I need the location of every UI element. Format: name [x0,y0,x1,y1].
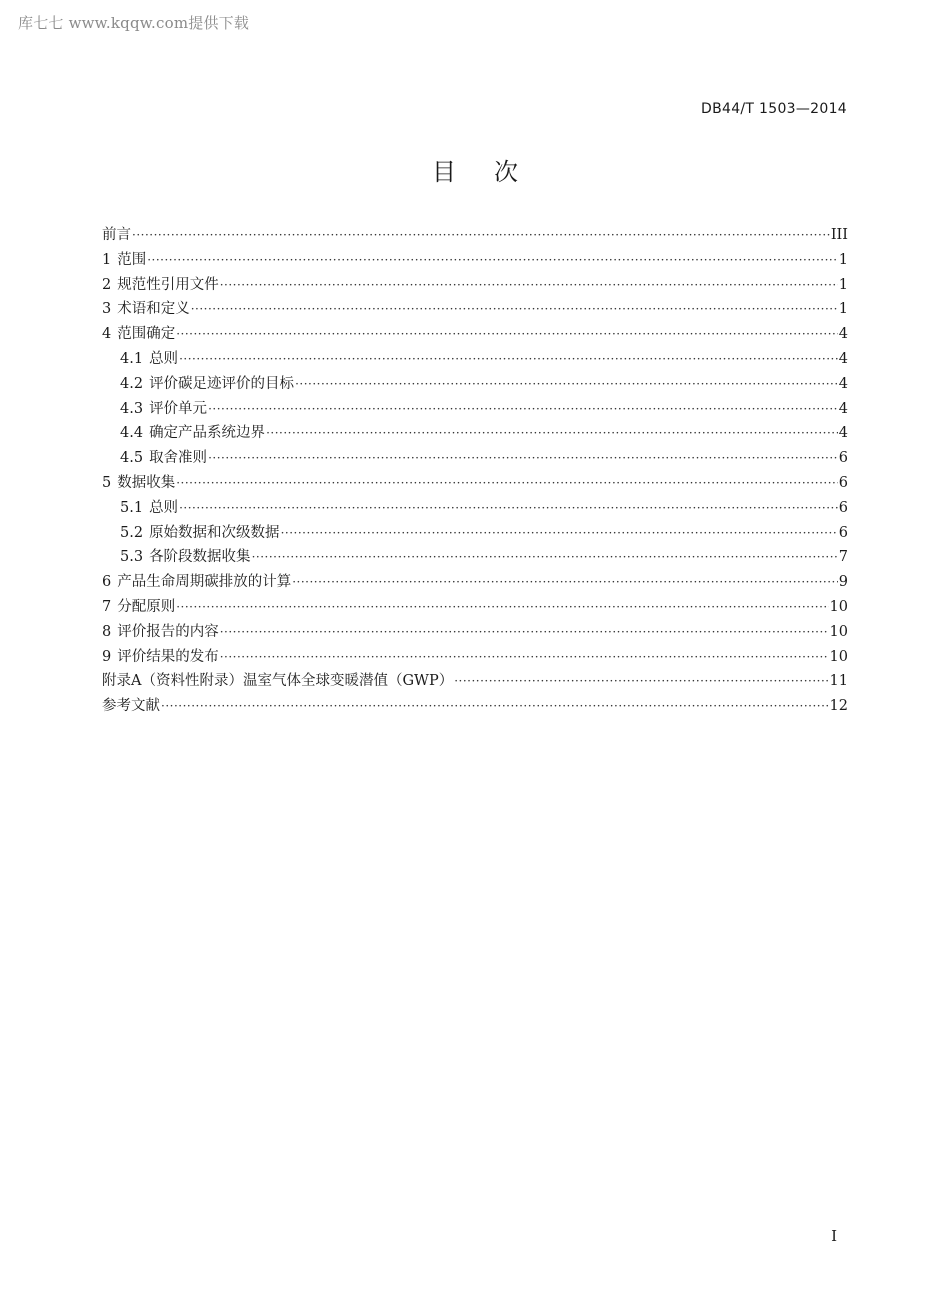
toc-entry-page: 10 [829,623,848,640]
toc-entry-page: 1 [838,251,848,268]
toc-entry-page: 1 [838,301,848,318]
toc-entry-page: III [830,227,848,243]
toc-entry-text: 原始数据和次级数据 [149,524,280,541]
toc-entry-label [120,421,265,446]
toc-entry[interactable] [102,645,848,670]
toc-entry-label [120,446,207,471]
toc-entry[interactable] [102,471,848,496]
toc-entry-text: 分配原则 [117,598,176,615]
toc-entry[interactable] [102,248,848,273]
toc-entry[interactable] [102,421,848,446]
toc-entry[interactable] [102,620,848,645]
toc-entry-page: 6 [838,450,848,467]
toc-dot-leader [132,223,830,248]
toc-dot-leader [281,521,838,546]
toc-entry-page: 6 [838,524,848,541]
toc-entry-page: 6 [838,499,848,516]
toc-entry-label [102,273,219,298]
toc-entry-number: 7 [102,598,112,615]
toc-entry-text: 数据收集 [117,474,176,491]
toc-entry-text: 术语和定义 [117,301,190,318]
toc-entry-number: 4.5 [120,450,144,467]
page-number: I [831,1227,837,1245]
toc-entry-number: 3 [102,301,112,318]
toc-entry-label [120,545,251,570]
toc-dot-leader [179,347,838,372]
toc-entry-number: 4.4 [120,425,144,442]
toc-entry-text: 评价单元 [149,400,208,417]
toc-entry-page: 9 [838,574,848,591]
toc-entry-page: 4 [838,400,848,417]
toc-entry-label [102,645,219,670]
toc-entry[interactable] [102,372,848,397]
toc-title: 目次 [432,158,556,186]
toc-dot-leader [266,421,838,446]
toc-entry-label [102,620,219,645]
toc-entry-label [102,322,175,347]
toc-entry-page: 4 [838,375,848,392]
toc-entry-page: 10 [829,598,848,615]
toc-entry-text: 取舍准则 [149,450,208,467]
toc-entry-label [102,669,453,694]
toc-entry-text: 附录A（资料性附录）温室气体全球变暖潜值（GWP） [102,673,454,690]
toc-entry-label [120,397,207,422]
toc-dot-leader [176,595,828,620]
toc-entry[interactable] [102,570,848,595]
toc-entry[interactable] [102,273,848,298]
toc-entry[interactable] [102,322,848,347]
toc-entry-number: 5 [102,474,112,491]
toc-entry-text: 规范性引用文件 [117,276,219,293]
toc-entry-number: 5.2 [120,524,144,541]
toc-entry-label [102,297,190,322]
watermark-text: 库七七 www.kqqw.com提供下载 [18,14,250,32]
toc-entry[interactable] [102,521,848,546]
toc-entry[interactable] [102,347,848,372]
toc-entry-text: 范围确定 [117,326,176,343]
toc-entry-label [120,347,178,372]
toc-entry-page: 11 [829,673,848,690]
toc-dot-leader [292,570,838,595]
toc-dot-leader [295,372,838,397]
toc-entry-text: 参考文献 [102,698,160,715]
toc-dot-leader [191,297,838,322]
toc-entry-text: 产品生命周期碳排放的计算 [117,574,292,591]
toc-entry-text: 总则 [149,499,179,516]
table-of-contents [102,223,848,719]
toc-entry-number: 5.1 [120,499,144,516]
toc-entry-number: 4 [102,326,112,343]
toc-entry[interactable] [102,545,848,570]
toc-dot-leader [220,645,829,670]
toc-entry-page: 4 [838,350,848,367]
toc-entry-label [102,570,291,595]
toc-entry[interactable] [102,297,848,322]
toc-entry-number: 8 [102,623,112,640]
toc-entry-number: 9 [102,648,112,665]
toc-entry-page: 4 [838,326,848,343]
toc-entry-text: 范围 [117,251,147,268]
toc-entry-number: 4.1 [120,350,144,367]
toc-dot-leader [454,669,828,694]
toc-entry-label [102,223,131,248]
toc-dot-leader [161,694,829,719]
toc-entry-text: 前言 [102,227,131,243]
toc-entry-label [102,248,146,273]
toc-entry-text: 评价结果的发布 [117,648,219,665]
toc-entry[interactable] [102,694,848,719]
toc-entry-text: 总则 [149,350,179,367]
toc-entry[interactable] [102,669,848,694]
toc-entry-page: 10 [829,648,848,665]
document-number: DB44/T 1503—2014 [701,101,847,117]
toc-dot-leader [220,273,838,298]
toc-entry-text: 评价碳足迹评价的目标 [149,375,295,392]
toc-entry-page: 4 [838,425,848,442]
toc-entry[interactable] [102,595,848,620]
toc-entry-number: 6 [102,574,112,591]
toc-dot-leader [179,496,838,521]
toc-dot-leader [208,446,838,471]
toc-entry-label [102,595,175,620]
toc-entry[interactable] [102,496,848,521]
toc-entry-label [120,521,280,546]
toc-entry-text: 各阶段数据收集 [149,549,251,566]
toc-dot-leader [220,620,829,645]
toc-entry-number: 5.3 [120,549,144,566]
toc-dot-leader [176,322,838,347]
toc-entry-number: 2 [102,276,112,293]
toc-dot-leader [176,471,838,496]
toc-entry-text: 确定产品系统边界 [149,425,266,442]
toc-entry-number: 4.3 [120,400,144,417]
toc-entry[interactable] [102,446,848,471]
toc-entry[interactable] [102,397,848,422]
toc-entry-label [102,694,160,719]
toc-dot-leader [252,545,838,570]
toc-entry-text: 评价报告的内容 [117,623,219,640]
toc-entry-page: 6 [838,474,848,491]
toc-entry-label [120,496,178,521]
toc-entry-number: 1 [102,251,112,268]
toc-entry-page: 7 [838,549,848,566]
toc-entry-label [102,471,175,496]
toc-entry-page: 12 [829,698,848,715]
toc-dot-leader [147,248,838,273]
toc-entry-label [120,372,294,397]
toc-entry-number: 4.2 [120,375,144,392]
toc-dot-leader [208,397,838,422]
toc-entry-page: 1 [838,276,848,293]
toc-entry[interactable] [102,223,848,248]
